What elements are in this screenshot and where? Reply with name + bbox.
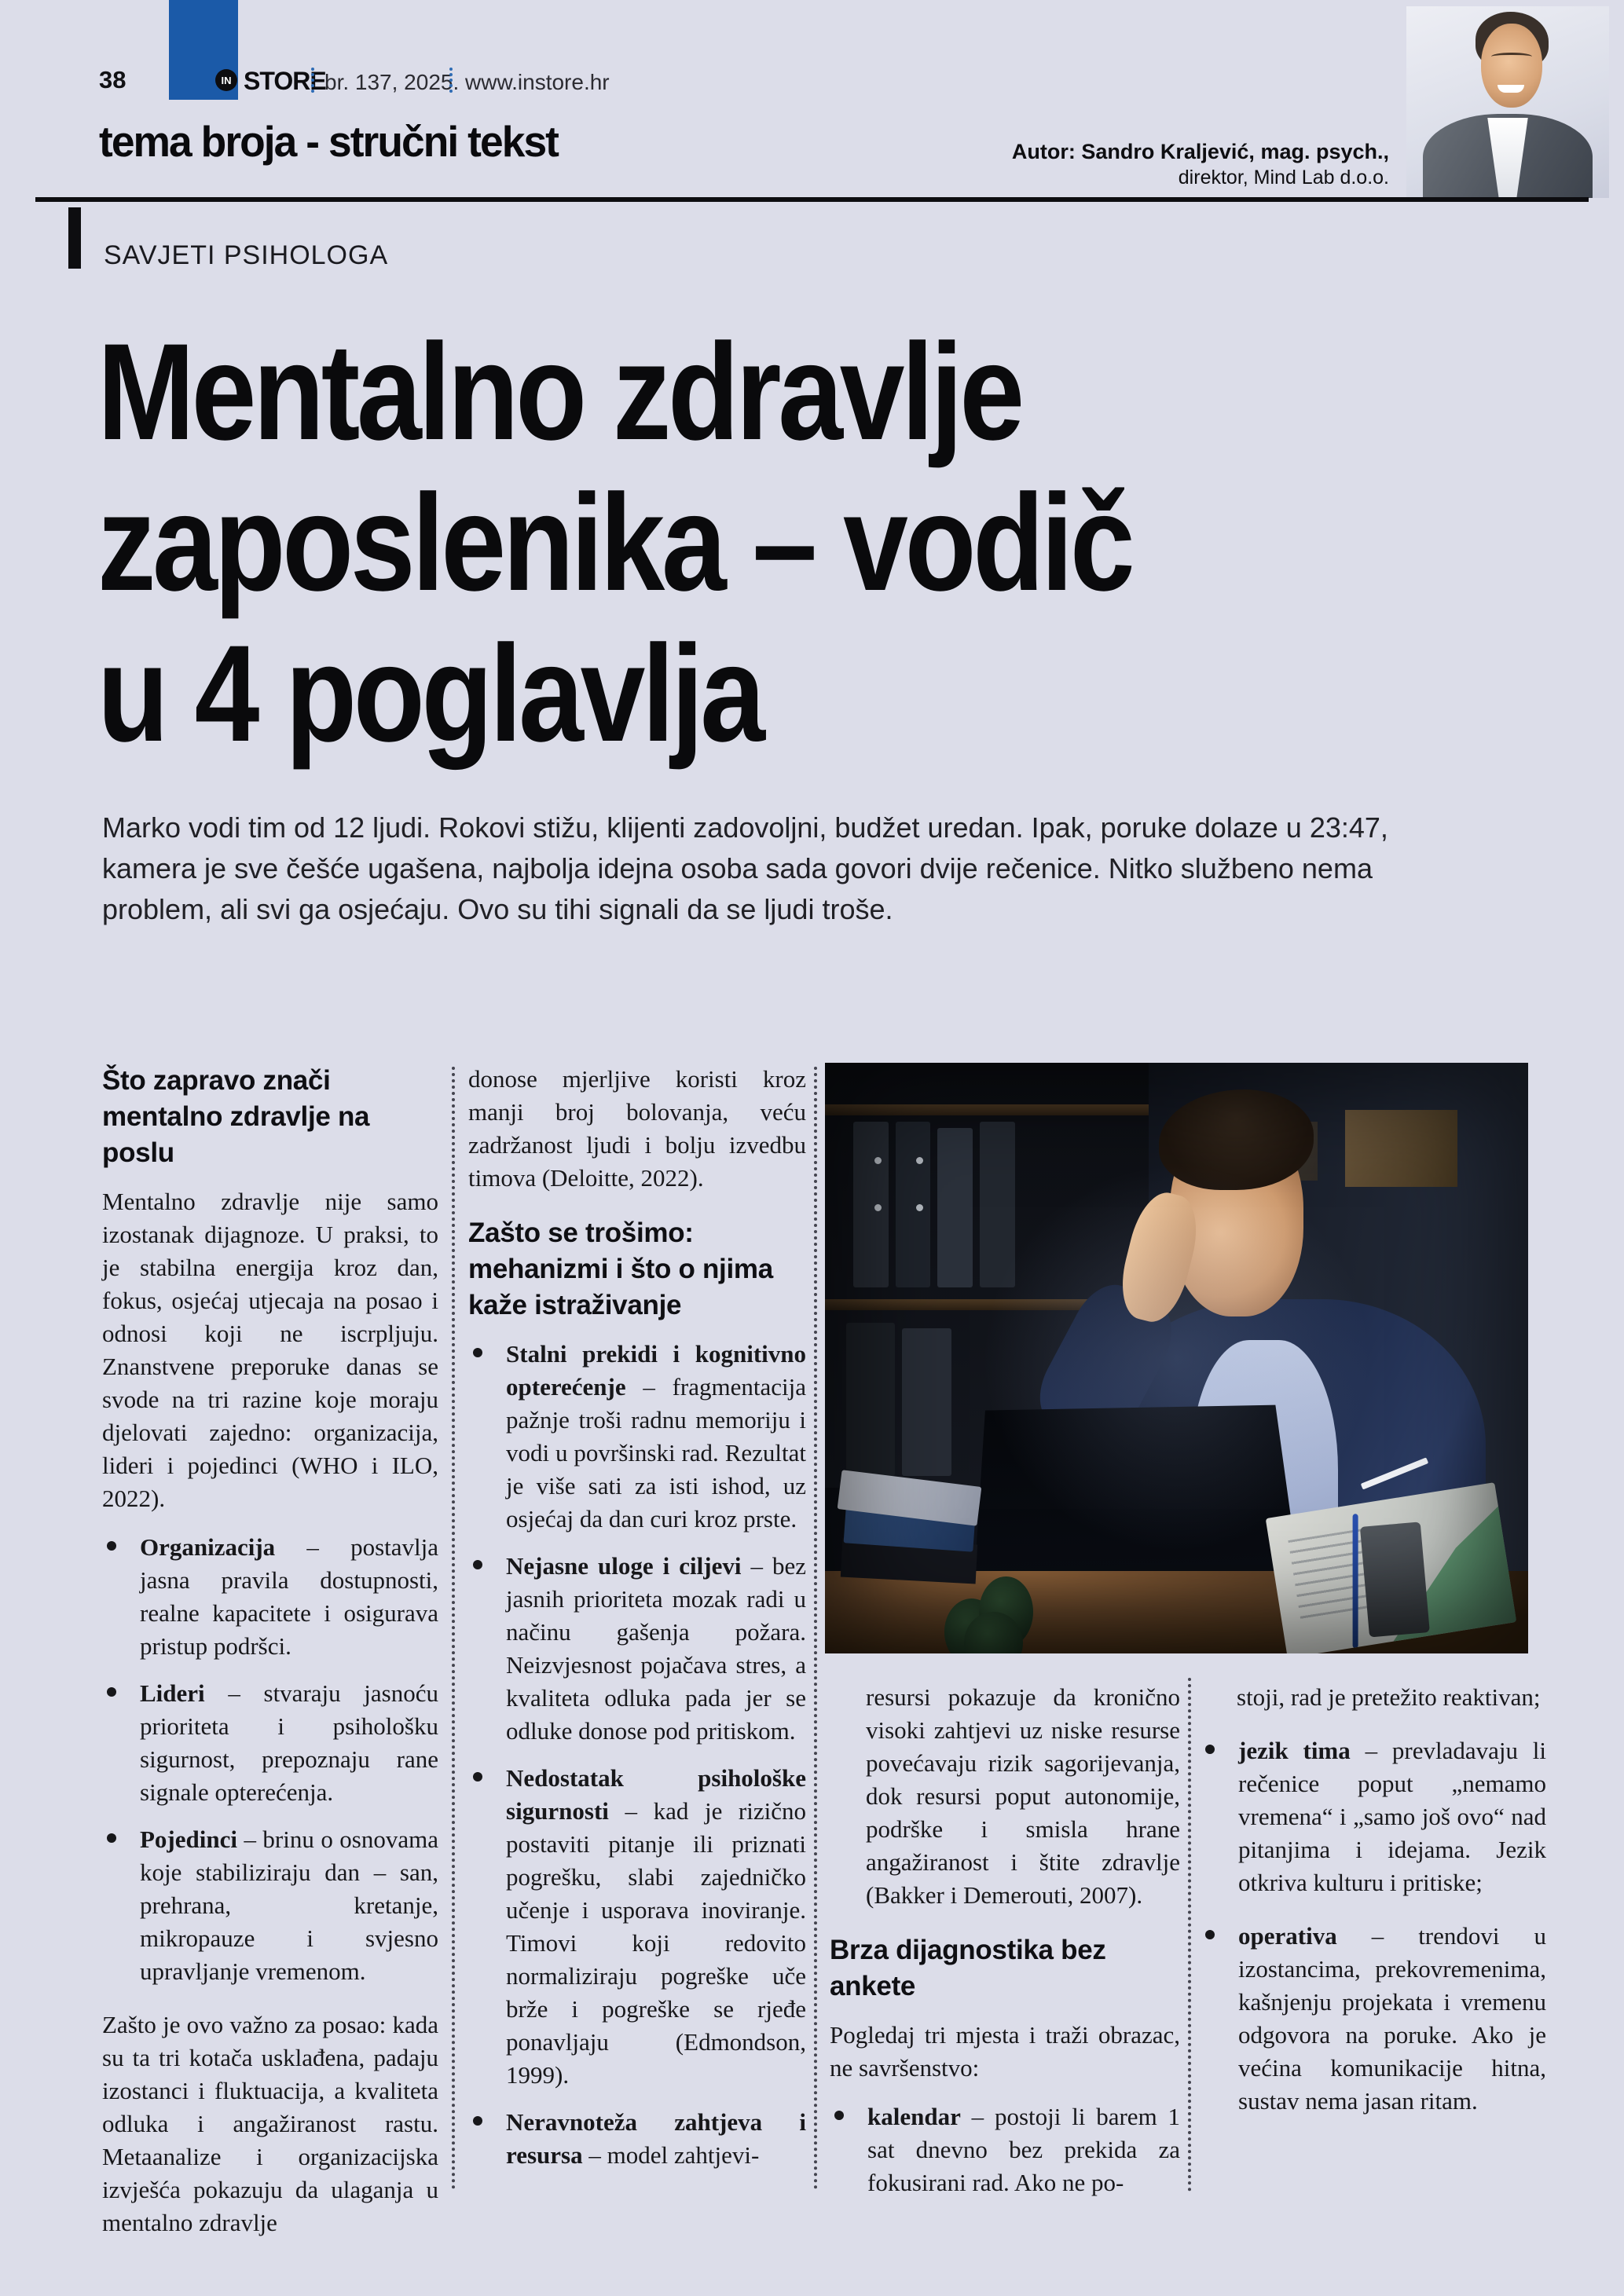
section-label: tema broja - stručni tekst [99, 117, 559, 166]
list-item-lead: kalendar [867, 2103, 961, 2130]
column-3 [830, 1681, 1180, 2214]
instore-logo-wordmark: STORE [244, 67, 326, 95]
list-item [102, 1677, 438, 1809]
list-item-lead: Lideri [140, 1679, 205, 1707]
header-rule [35, 197, 1589, 202]
list-item-text: – stvaraju jasnoću prioriteta i psihološku sigurnost, prepoznaju rane signale opterećenja. [140, 1679, 438, 1806]
list-item-lead: Stalni prekidi i kognitivno opterećenje [506, 1340, 806, 1401]
list-item-text: – postavlja jasna pravila dostupnosti, realne kapacitete i osigurava pristup podršci. [140, 1533, 438, 1660]
bullet-marker [1205, 1930, 1215, 1939]
bullet-marker [473, 1348, 482, 1357]
bullet-marker [107, 1833, 116, 1843]
body-paragraph: Zašto je ovo važno za posao: kada su ta tri kotača usklađena, padaju izostanci i fluktuacija, a kvaliteta odluka i angažiranost rastu. Metaanalize i organizacijska izvješća pokazuju da ulaganja u mentalno zdravlje [102, 2011, 438, 2236]
list-item [468, 2106, 806, 2172]
list-item-text: – postoji li barem 1 sat dnevno bez prekida za fokusirani rad. Ako ne po- [867, 2103, 1180, 2196]
bullet-marker [1205, 1745, 1215, 1754]
list-item-text: – fragmentacija pažnje troši radnu memoriju i vodi u površinski rad. Rezultat je više sati za isti ishod, uz osjećaj da dan curi kroz prste. [506, 1373, 806, 1532]
body-paragraph: Mentalno zdravlje nije samo izostanak dijagnoze. U praksi, to je stabilna energija kroz dan, fokus, osjećaj utjecaja na posao i odnosi koji ne iscrpljuju. Znanstvene preporuke danas se svode na tri razine koje moraju djelovati zajedno: organizacija, lideri i pojedinci (WHO i ILO, 2022). [102, 1188, 438, 1512]
list-item-lead: Pojedinci [140, 1825, 237, 1853]
masthead-separator [449, 68, 453, 93]
subheading: Brza dijagnostika bez ankete [830, 1935, 1106, 2001]
author-name: Autor: Sandro Kraljević, mag. psych., [1011, 140, 1389, 163]
author-photo-smile [1498, 85, 1524, 93]
article-title-line: u 4 poglavlja [97, 617, 762, 771]
author-role: direktor, Mind Lab d.o.o. [1178, 167, 1389, 189]
author-photo [1406, 6, 1609, 198]
column-divider [452, 1067, 455, 2190]
bullet-marker [107, 1687, 116, 1697]
bullet-marker [473, 1772, 482, 1782]
article-photo [825, 1063, 1528, 1653]
list-item [830, 2100, 1180, 2199]
bullet-marker [107, 1541, 116, 1551]
bullet-marker [834, 2111, 844, 2120]
list-item [1201, 1920, 1546, 2118]
list-item-lead: Organizacija [140, 1533, 276, 1561]
list-item [468, 1762, 806, 2092]
website-url: www.instore.hr [465, 70, 610, 94]
subheading: Što zapravo znači mentalno zdravlje na poslu [102, 1065, 370, 1168]
column-divider [814, 1067, 817, 2190]
list-item [102, 1823, 438, 1988]
list-item-lead: Nedostatak psihološke sigurnosti [506, 1764, 806, 1825]
column-4 [1201, 1681, 1546, 2132]
author-photo-brow [1491, 53, 1532, 60]
photo-vignette [825, 1063, 1528, 1653]
body-paragraph-continued: resursi pokazuje da kronično visoki zahtjevi uz niske resurse povećavaju rizik sagorijevanja, dok resursi poput autonomije, podrške i smisla hrane angažiranost i štite zdravlje (Bakker i Demerouti, 2007). [866, 1683, 1180, 1909]
page-number: 38 [99, 66, 126, 93]
issue-number: br. 137, 2025. [324, 70, 460, 94]
column-1 [102, 1063, 438, 2255]
author-block [707, 138, 1389, 190]
bullet-marker [473, 2116, 482, 2126]
list-item-text: – prevladavaju li rečenice poput „nemamo vremena“ i „samo još ovo“ nad pitanjima i idejama. Jezik otkriva kulturu i pritiske; [1238, 1737, 1546, 1896]
kicker: SAVJETI PSIHOLOGA [104, 240, 389, 270]
body-paragraph: Pogledaj tri mjesta i traži obrazac, ne savršenstvo: [830, 2021, 1180, 2082]
list-item-text: – trendovi u izostancima, prekovremenima, kašnjenju projekata i vremenu odgovora na poruke. Ako je većina komunikacije hitna, sustav nema jasan ritam. [1238, 1922, 1546, 2115]
list-item-lead: Nejasne uloge i ciljevi [506, 1552, 742, 1580]
article-title [97, 317, 1131, 770]
list-item [468, 1550, 806, 1748]
list-item-text: – model zahtjevi- [582, 2141, 760, 2169]
list-item [468, 1338, 806, 1536]
list-item-lead: Neravnoteža zahtjeva i resursa [506, 2108, 806, 2169]
author-photo-face [1481, 24, 1542, 108]
list-item [1201, 1734, 1546, 1899]
kicker-bar [68, 207, 81, 269]
lead-paragraph: Marko vodi tim od 12 ljudi. Rokovi stižu, klijenti zadovoljni, budžet uredan. Ipak, poruke dolaze u 23:47, kamera je sve češće ugašena, najbolja idejna osoba sada govori dvije rečenice. Nitko službeno nema problem, ali svi ga osjećaju. Ovo su tihi signali da se ljudi troše. [102, 811, 1388, 925]
article-title-line: Mentalno zdravlje [97, 316, 1021, 469]
list-item-text: – brinu o osnovama koje stabiliziraju dan – san, prehrana, kretanje, mikropauze i svjesno upravljanje vremenom. [140, 1825, 438, 1985]
list-item-lead: operativa [1238, 1922, 1337, 1950]
subheading: Zašto se trošimo: mehanizmi i što o njima kaže istraživanje [468, 1218, 773, 1320]
list-item-lead: jezik tima [1238, 1737, 1351, 1764]
list-item [102, 1531, 438, 1663]
bullet-marker [473, 1560, 482, 1569]
list-item-text: – kad je rizično postaviti pitanje ili priznati pogrešku, slabi zajedničko učenje i usporava inoviranje. Timovi koji redovito normaliziraju pogreške uče brže i pogreške se rjeđe ponavljaju (Edmondson, 1999). [506, 1797, 806, 2089]
body-paragraph-continued: stoji, rad je pretežito reaktivan; [1237, 1683, 1541, 1711]
masthead-separator [311, 68, 314, 93]
article-title-line: zaposlenika – vodič [97, 467, 1132, 620]
body-paragraph: donose mjerljive koristi kroz manji broj bolovanja, veću zadržanost ljudi i bolju izvedbu timova (Deloitte, 2022). [468, 1065, 806, 1192]
instore-logo-icon: IN [215, 69, 237, 91]
column-divider [1188, 1678, 1191, 2192]
column-2 [468, 1063, 806, 2186]
list-item-text: – bez jasnih prioriteta mozak radi u načinu gašenja požara. Neizvjesnost pojačava stres, a kvaliteta odluka pada jer se odluke donose pod pritiskom. [506, 1552, 806, 1745]
